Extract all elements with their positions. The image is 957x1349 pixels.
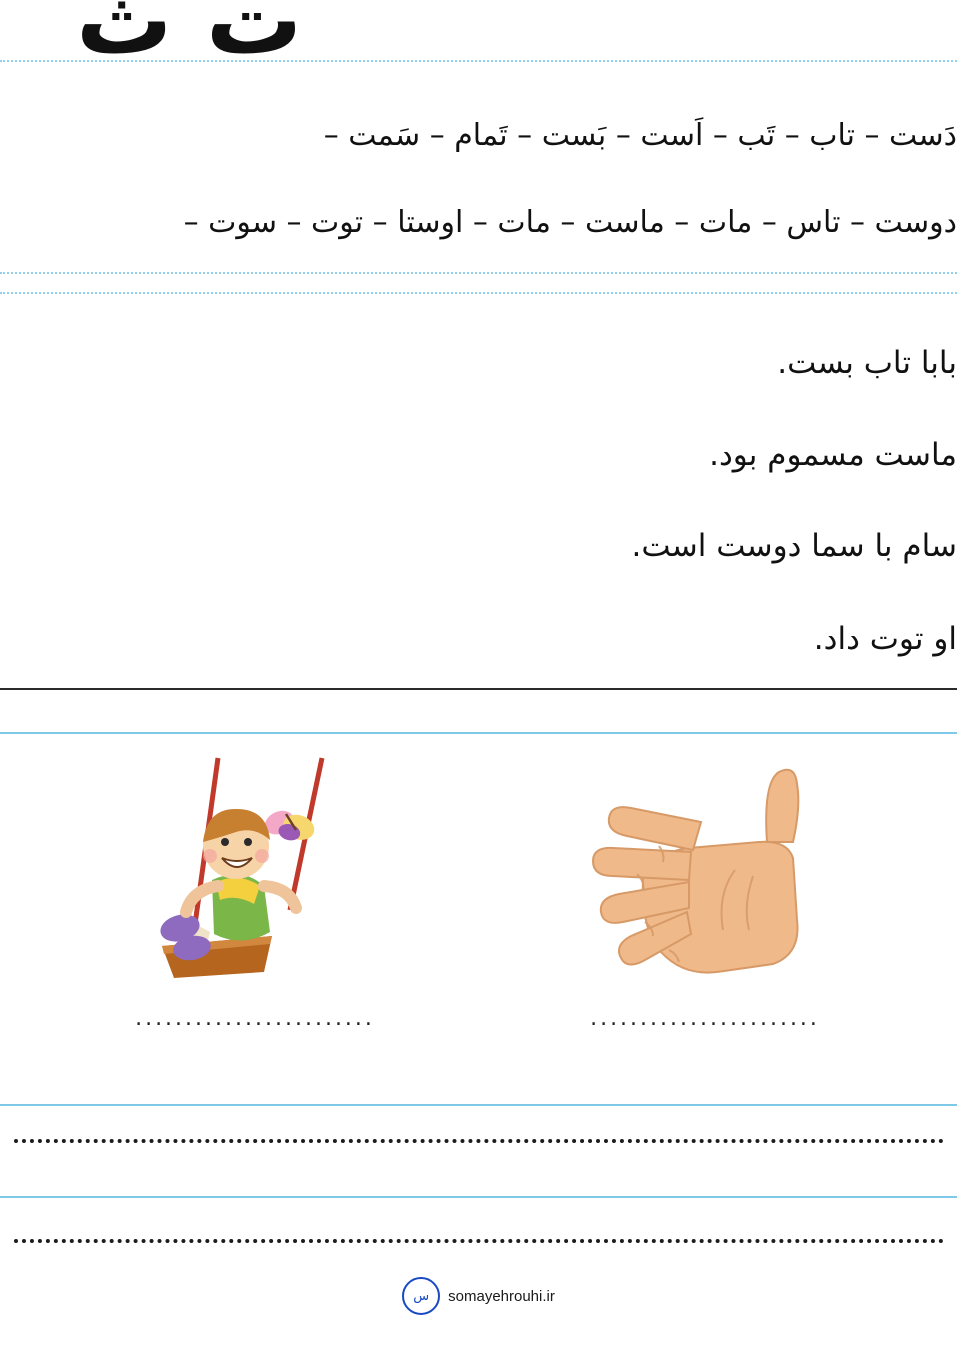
logo-glyph: س (413, 1288, 430, 1304)
guide-line (0, 732, 957, 734)
picture-cell (105, 745, 405, 1031)
open-hand-icon (585, 750, 825, 1000)
hand-illustration (555, 745, 855, 1000)
sentence: او توت داد. (813, 621, 957, 657)
word-row: دوست – تاس – مات – ماست – مات – اوستا – توت – سوت – (183, 205, 957, 240)
footer (0, 1277, 957, 1315)
sentence: ماست مسموم بود. (709, 437, 957, 473)
swing-illustration (105, 745, 405, 1000)
page-title: ت ث (76, 0, 303, 76)
word-row: دَست – تاب – تَب – اَست – بَست – تَمام – سَمت – (323, 118, 957, 153)
writing-line[interactable] (14, 1139, 944, 1143)
sentence: سام با سما دوست است. (631, 528, 957, 564)
guide-line (0, 1104, 957, 1106)
answer-blank[interactable]: ........................ (135, 1006, 375, 1031)
writing-line[interactable] (14, 1239, 944, 1243)
picture-cell (555, 745, 855, 1031)
guide-line (0, 272, 957, 274)
answer-blank[interactable]: ....................... (590, 1006, 820, 1031)
boy-on-swing-icon (140, 750, 370, 1000)
picture-exercise (0, 745, 957, 1075)
guide-line (0, 1196, 957, 1198)
sentence: بابا تاب بست. (777, 345, 957, 381)
site-url[interactable]: somayehrouhi.ir (448, 1287, 555, 1305)
guide-line (0, 292, 957, 294)
section-divider (0, 688, 957, 690)
site-logo-icon (402, 1277, 440, 1315)
